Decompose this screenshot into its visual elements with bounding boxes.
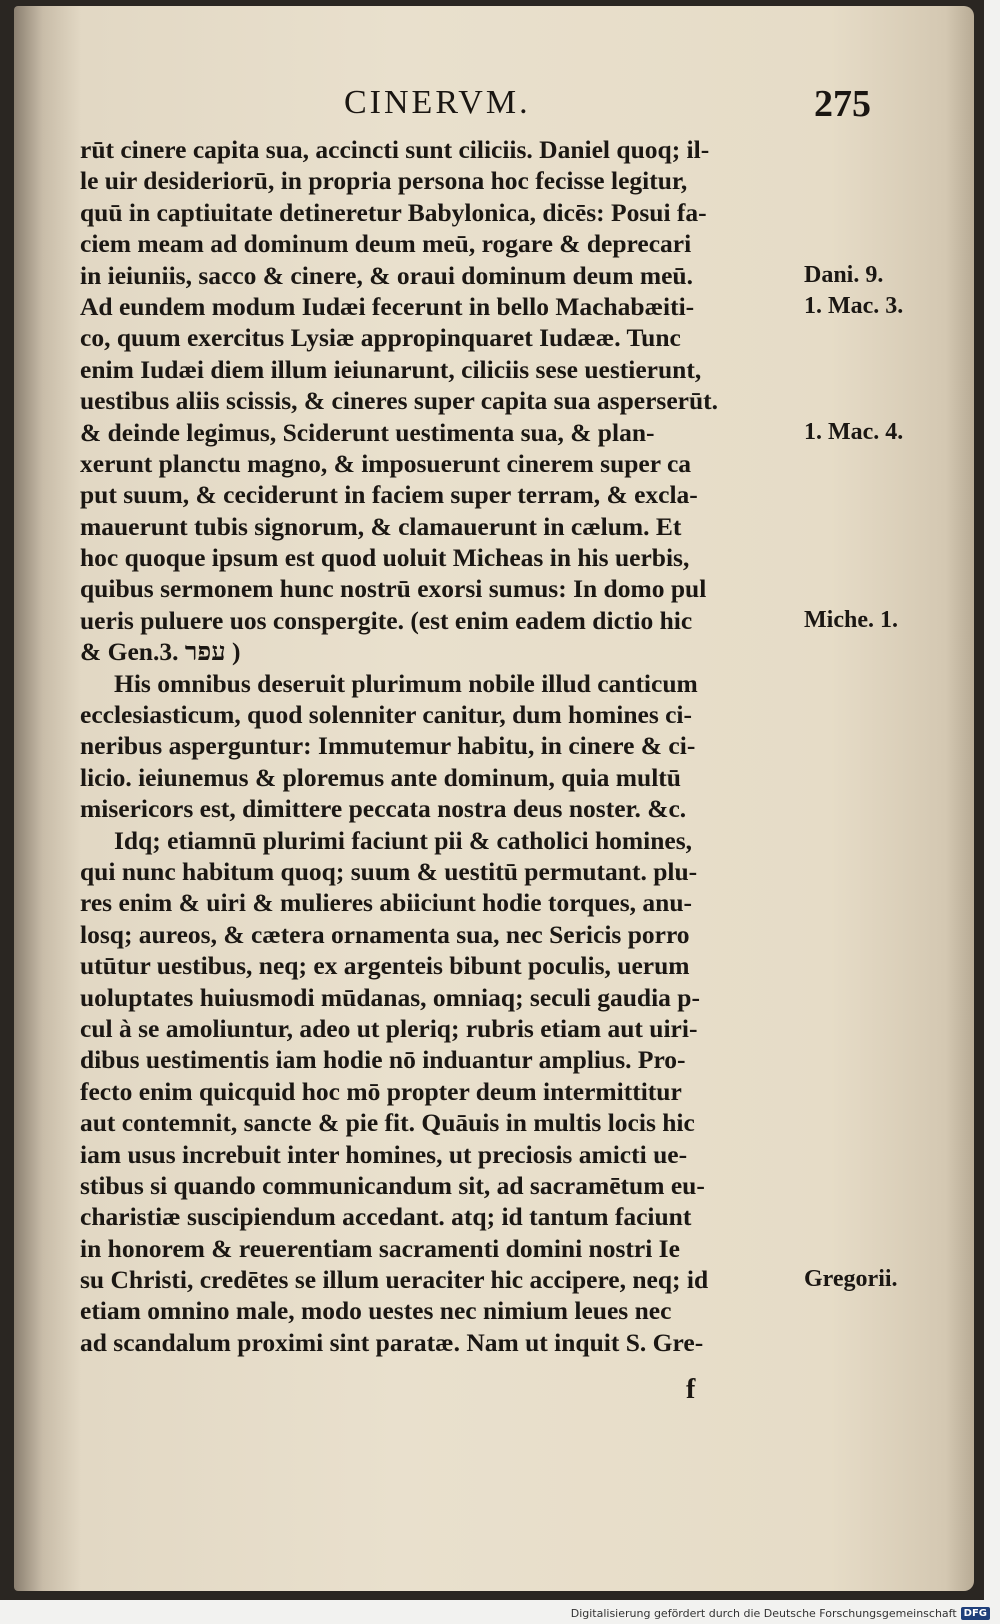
text-line: xerunt planctu magno, & imposuerunt cinerem super ca [80,448,692,478]
text-line: ecclesiasticum, quod solenniter canitur, dum homines ci- [80,700,693,730]
marginal-note: Dani. 9. [804,261,884,288]
text-line: iam usus increbuit inter homines, ut preciosis amicti ue- [80,1139,688,1169]
text-line: His omnibus deseruit plurimum nobile illud canticum [114,668,698,698]
text-line: licio. ieiunemus & ploremus ante dominum, quia multū [80,762,681,792]
book-page [14,6,974,1591]
dfg-logo: DFG [961,1607,990,1620]
text-line: fecto enim quicquid hoc mō propter deum intermittitur [80,1076,682,1106]
text-line: Idq; etiamnū plurimi faciunt pii & catholici homines, [114,825,693,855]
marginal-note: 1. Mac. 3. [804,293,904,319]
text-line: mauerunt tubis signorum, & clamauerunt in cælum. Et [80,511,682,541]
text-line: quū in captiuitate detineretur Babylonica, dicēs: Posui fa- [80,197,707,227]
text-line: etiam omnino male, modo uestes nec nimium leues nec [80,1296,672,1326]
catchword: f [686,1374,696,1405]
text-line: ad scandalum proximi sint paratæ. Nam ut inquit S. Gre- [80,1327,704,1357]
text-line: hoc quoque ipsum est quod uoluit Micheas in his uerbis, [80,543,690,573]
text-line: in honorem & reuerentiam sacramenti domini nostri Ie [80,1233,680,1263]
marginal-note: Gregorii. [804,1266,898,1293]
text-line: misericors est, dimittere peccata nostra deus noster. &c. [80,794,687,824]
text-line: ciem meam ad dominum deum meū, rogare & deprecari [80,229,692,259]
text-line: charistiæ suscipiendum accedant. atq; id tantum faciunt [80,1202,692,1232]
marginal-note: Miche. 1. [804,607,898,633]
text-line: utūtur uestibus, neq; ex argenteis bibunt poculis, uerum [80,951,690,981]
text-line: uoluptates huiusmodi mūdanas, omniaq; seculi gaudia p- [80,982,700,1012]
text-line: qui nunc habitum quoq; suum & uestitū permutant. plu- [80,856,698,886]
text-line: put suum, & ceciderunt in faciem super terram, & excla- [80,480,698,510]
running-head: CINERVM. [344,84,531,121]
text-line: su Christi, credētes se illum ueraciter hic accipere, neq; id [80,1265,709,1295]
text-line: aut contemnit, sancte & pie fit. Quāuis in multis locis hic [80,1108,695,1138]
text-line: uestibus aliis scissis, & cineres super capita sua asperserūt. [80,386,719,416]
text-line: dibus uestimentis iam hodie nō induantur amplius. Pro- [80,1045,686,1075]
text-line: rūt cinere capita sua, accincti sunt ciliciis. Daniel quoq; il- [80,135,710,164]
text-line: ueris puluere uos conspergite. (est enim eadem dictio hic [80,605,693,635]
text-line: res enim & uiri & mulieres abiiciunt hodie torques, anu- [80,888,693,918]
text-line: le uir desideriorū, in propria persona hoc fecisse legitur, [80,166,688,196]
digitization-footer [571,1607,990,1620]
text-line: & deinde legimus, Sciderunt uestimenta sua, & plan- [80,417,655,447]
text-line: neribus asperguntur: Immutemur habitu, in cinere & ci- [80,731,696,761]
body-text [80,134,800,1358]
text-line: cul à se amoliuntur, adeo ut pleriq; rubris etiam aut uiri- [80,1013,698,1043]
page-number: 275 [814,83,871,125]
text-line: co, quum exercitus Lysiæ appropinquaret Iudææ. Tunc [80,323,681,353]
text-line: quibus sermonem hunc nostrū exorsi sumus: In domo pul [80,574,707,604]
footer-text: Digitalisierung gefördert durch die Deutsche Forschungsgemeinschaft [570,1607,957,1620]
text-line: & Gen.3. עפר ) [80,637,241,667]
text-line: in ieiuniis, sacco & cinere, & oraui dominum deum meū. [80,260,693,290]
text-line: losq; aureos, & cætera ornamenta sua, nec Sericis porro [80,919,690,949]
text-line: enim Iudæi diem illum ieiunarunt, ciliciis sese uestierunt, [80,354,702,384]
text-line: stibus si quando communicandum sit, ad sacramētum eu- [80,1170,705,1200]
text-line: Ad eundem modum Iudæi fecerunt in bello Machabæiti- [80,291,695,321]
marginal-note: 1. Mac. 4. [804,418,904,445]
